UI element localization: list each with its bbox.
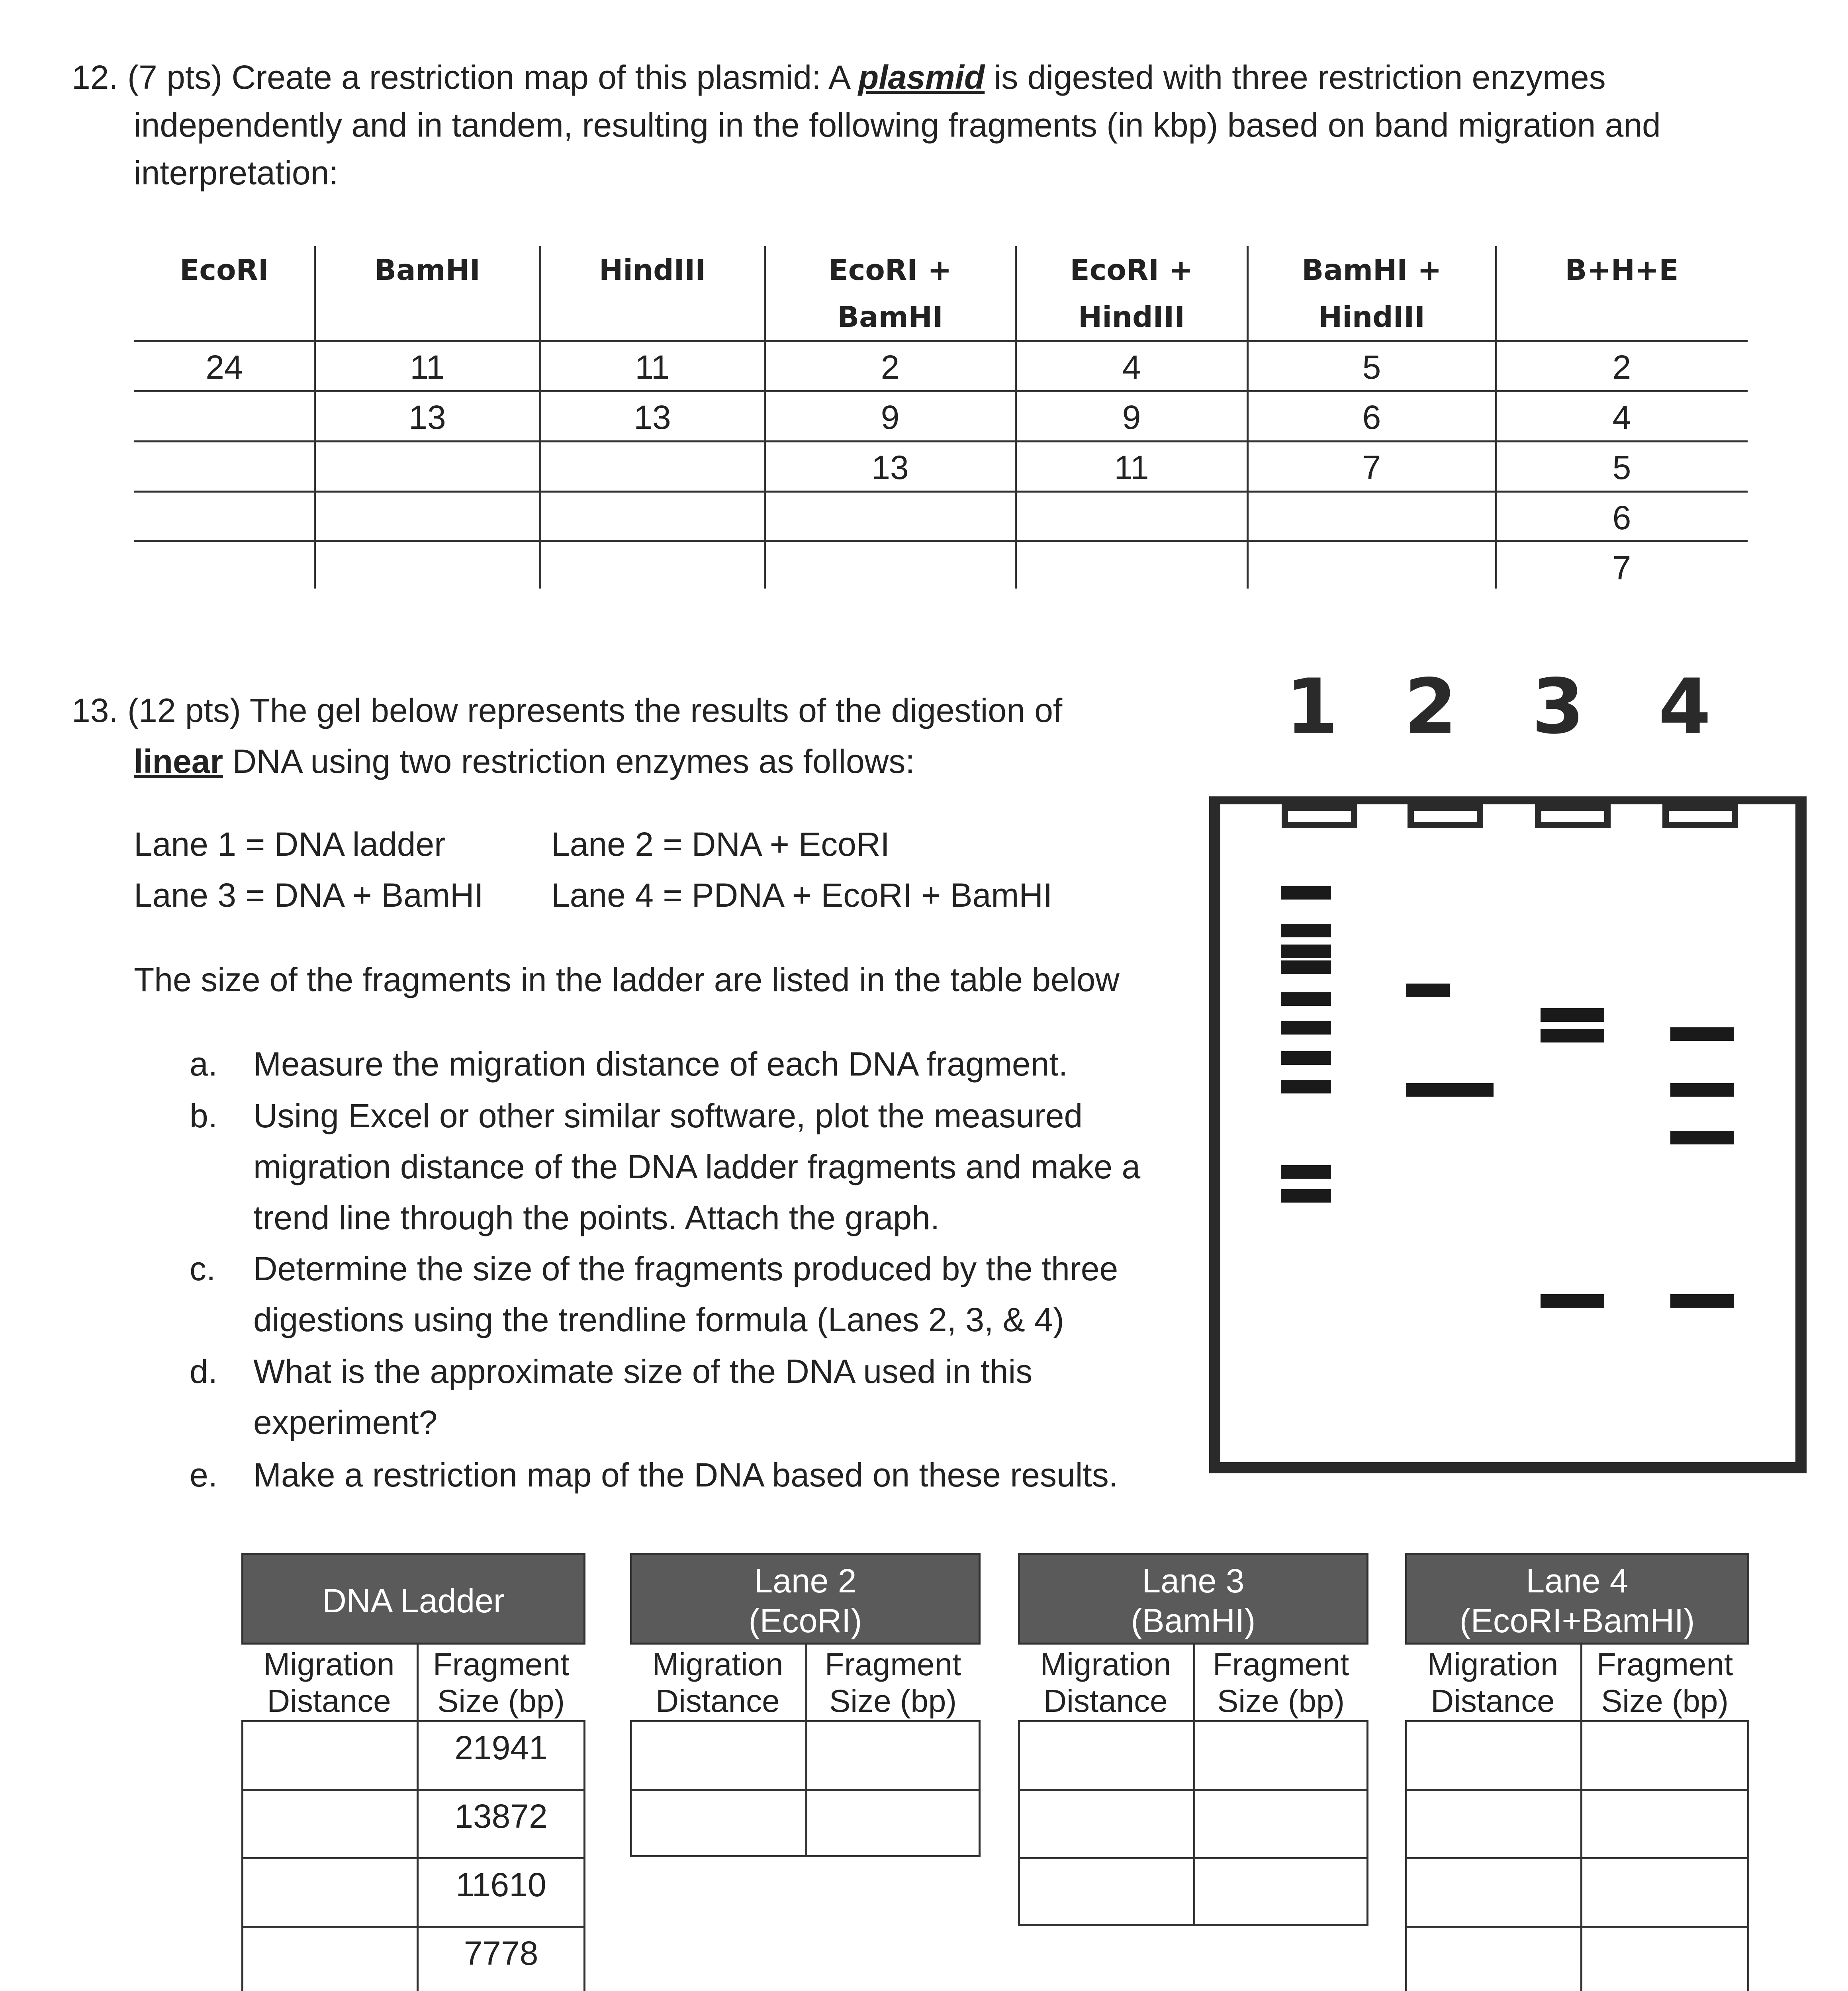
q12-line-1 [72, 52, 1606, 103]
lane-3-table [1018, 1553, 1368, 1935]
gel-well-2 [1408, 804, 1483, 828]
table-title: DNA Ladder [322, 1582, 505, 1619]
table-title-bar [241, 1553, 585, 1645]
list-item-text: Measure the migration distance of each DNA fragment. [253, 1045, 1068, 1083]
fragment-size: 11610 [456, 1866, 546, 1903]
column-divider [805, 1645, 807, 1720]
table-title-bar [1405, 1553, 1749, 1645]
column-header: Size (bp) [1217, 1683, 1345, 1719]
table-cell: 5 [1612, 449, 1631, 486]
row-divider [241, 1789, 585, 1791]
column-header: Distance [1431, 1683, 1555, 1719]
gel-band [1670, 1294, 1734, 1308]
list-item-text: Using Excel or other similar software, plot the measured [253, 1097, 1083, 1134]
lane-2-desc: Lane 2 = DNA + EcoRI [551, 825, 890, 863]
table-title: Lane 3 [1142, 1562, 1245, 1600]
column-header: Size (bp) [437, 1683, 565, 1719]
table-header: BamHI + [1302, 253, 1442, 287]
table-header: EcoRI [180, 253, 269, 287]
list-item-text: experiment? [253, 1404, 438, 1441]
lane-number-4: 4 [1658, 663, 1711, 751]
gel-band [1281, 960, 1331, 974]
gel-frame [1209, 796, 1807, 1473]
column-header: Migration [1040, 1647, 1171, 1682]
gel-band [1670, 1027, 1734, 1041]
table-cell: 9 [881, 399, 900, 436]
q13-line2-rest: DNA using two restriction enzymes as follows: [223, 743, 915, 780]
gel-well-1 [1282, 804, 1357, 828]
column-header: Size (bp) [1601, 1683, 1729, 1719]
table-cell: 11 [635, 348, 670, 386]
list-item-text: migration distance of the DNA ladder fragments and make a [253, 1148, 1141, 1185]
lane-3-desc: Lane 3 = DNA + BamHI [134, 876, 484, 914]
list-item-text: Determine the size of the fragments produced by the three [253, 1250, 1118, 1287]
ladder-note: The size of the fragments in the ladder are listed in the table below [134, 961, 1120, 998]
gel-band [1541, 1008, 1604, 1022]
row-divider [241, 1857, 585, 1859]
gel-band [1281, 924, 1331, 937]
answer-grid [1405, 1720, 1749, 1991]
column-divider [417, 1645, 419, 1720]
list-item-text: What is the approximate size of the DNA used in this [253, 1353, 1033, 1390]
row-divider [1405, 1857, 1749, 1859]
table-title-bar [630, 1553, 981, 1645]
q12-line1-post: is digested with three restriction enzymes [985, 59, 1606, 96]
column-header: Distance [267, 1683, 391, 1719]
table-header: BamHI [837, 300, 943, 334]
lane-number-2: 2 [1404, 663, 1457, 751]
table-title-bar [1018, 1553, 1368, 1645]
table-cell: 7 [1362, 449, 1381, 486]
gel-band [1281, 1165, 1331, 1179]
table-cell: 7 [1612, 549, 1631, 587]
column-header: Fragment [1212, 1647, 1349, 1682]
gel-band [1670, 1131, 1734, 1144]
dna-ladder-table [241, 1553, 585, 1991]
table-title: Lane 2 [754, 1562, 857, 1600]
gel-band [1281, 1080, 1331, 1093]
gel-band [1406, 1083, 1494, 1097]
column-header: Migration [263, 1647, 395, 1682]
column-header: Migration [1427, 1647, 1558, 1682]
column-divider [1580, 1645, 1582, 1720]
list-item-letter: b. [190, 1097, 218, 1134]
gel-band [1670, 1083, 1734, 1097]
q12-line-2: independently and in tandem, resulting in the following fragments (in kbp) based on band migration and [134, 106, 1661, 144]
row-divider [241, 1926, 585, 1928]
list-item-letter: c. [190, 1250, 216, 1287]
q12-fragment-table [134, 246, 1748, 589]
q12-line-3: interpretation: [134, 154, 339, 192]
column-divider [1580, 1720, 1582, 1991]
row-divider [1405, 1926, 1749, 1928]
row-divider [630, 1789, 981, 1791]
gel-band [1281, 945, 1331, 958]
lane-1-desc: Lane 1 = DNA ladder [134, 825, 446, 863]
gel-band [1406, 984, 1450, 997]
fragment-size: 13872 [454, 1797, 548, 1835]
q12-line1-pre: (7 pts) Create a restriction map of this plasmid: A [127, 59, 858, 96]
table-header: EcoRI + [1070, 253, 1193, 287]
q13-line1-text: (12 pts) The gel below represents the results of the digestion of [127, 692, 1063, 729]
lane-number-3: 3 [1531, 663, 1585, 751]
table-cell: 13 [634, 399, 671, 436]
list-item-text: digestions using the trendline formula (Lanes 2, 3, & 4) [253, 1301, 1064, 1338]
list-item-letter: a. [190, 1045, 218, 1083]
gel-well-3 [1535, 804, 1611, 828]
gel-band [1281, 1021, 1331, 1035]
row-divider [1018, 1857, 1368, 1859]
table-cell: 13 [409, 399, 446, 436]
table-subtitle: (BamHI) [1131, 1602, 1256, 1639]
q13-linear-word: linear [134, 743, 223, 780]
gel-band [1281, 1189, 1331, 1203]
table-cell: 9 [1122, 399, 1141, 436]
gel-band [1541, 1029, 1604, 1042]
table-subtitle: (EcoRI) [748, 1602, 862, 1639]
lane-number-1: 1 [1285, 663, 1339, 751]
list-item-letter: e. [190, 1456, 218, 1494]
table-header: B+H+E [1565, 253, 1679, 287]
table-header: HindIII [1318, 300, 1425, 334]
column-header: Distance [656, 1683, 780, 1719]
q13-number: 13. [72, 692, 118, 729]
gel-well-4 [1662, 804, 1738, 828]
table-cell: 4 [1612, 399, 1631, 436]
table-header: EcoRI + [828, 253, 952, 287]
table-cell: 2 [881, 348, 900, 386]
table-cell: 6 [1362, 399, 1381, 436]
q13-line-1 [72, 685, 1062, 736]
column-header: Distance [1043, 1683, 1168, 1719]
gel-band [1281, 992, 1331, 1006]
column-header: Fragment [1596, 1647, 1733, 1682]
table-cell: 6 [1612, 499, 1631, 536]
list-item-text: trend line through the points. Attach the graph. [253, 1199, 940, 1236]
table-title: Lane 4 [1526, 1562, 1629, 1600]
gel-band [1541, 1294, 1604, 1308]
column-header: Size (bp) [829, 1683, 957, 1719]
row-divider [1405, 1789, 1749, 1791]
table-cell: 13 [871, 449, 909, 486]
column-header: Migration [652, 1647, 783, 1682]
lane-4-table [1405, 1553, 1749, 1991]
table-cell: 11 [1114, 449, 1149, 486]
table-cell: 4 [1122, 348, 1141, 386]
table-cell: 2 [1612, 348, 1631, 386]
fragment-size: 21941 [454, 1729, 548, 1766]
table-subtitle: (EcoRI+BamHI) [1459, 1602, 1695, 1639]
table-header: HindIII [599, 253, 706, 287]
column-header: Fragment [824, 1647, 961, 1682]
table-cell: 11 [410, 348, 445, 386]
column-divider [1193, 1720, 1195, 1926]
table-header: HindIII [1078, 300, 1185, 334]
table-cell: 5 [1362, 348, 1381, 386]
fragment-size: 7778 [464, 1934, 538, 1972]
column-divider [1193, 1645, 1195, 1720]
lane-2-table [630, 1553, 981, 1868]
gel-band [1281, 1051, 1331, 1065]
q12-number: 12. [72, 59, 118, 96]
column-header: Fragment [433, 1647, 570, 1682]
list-item-letter: d. [190, 1353, 218, 1390]
lane-4-desc: Lane 4 = PDNA + EcoRI + BamHI [551, 876, 1053, 914]
table-header: BamHI [374, 253, 480, 287]
q12-plasmid-word: plasmid [858, 59, 985, 96]
list-item-text: Make a restriction map of the DNA based on these results. [253, 1456, 1118, 1494]
row-divider [1018, 1789, 1368, 1791]
gel-band [1281, 886, 1331, 900]
q13-line-2 [134, 736, 915, 787]
table-cell: 24 [206, 348, 243, 386]
